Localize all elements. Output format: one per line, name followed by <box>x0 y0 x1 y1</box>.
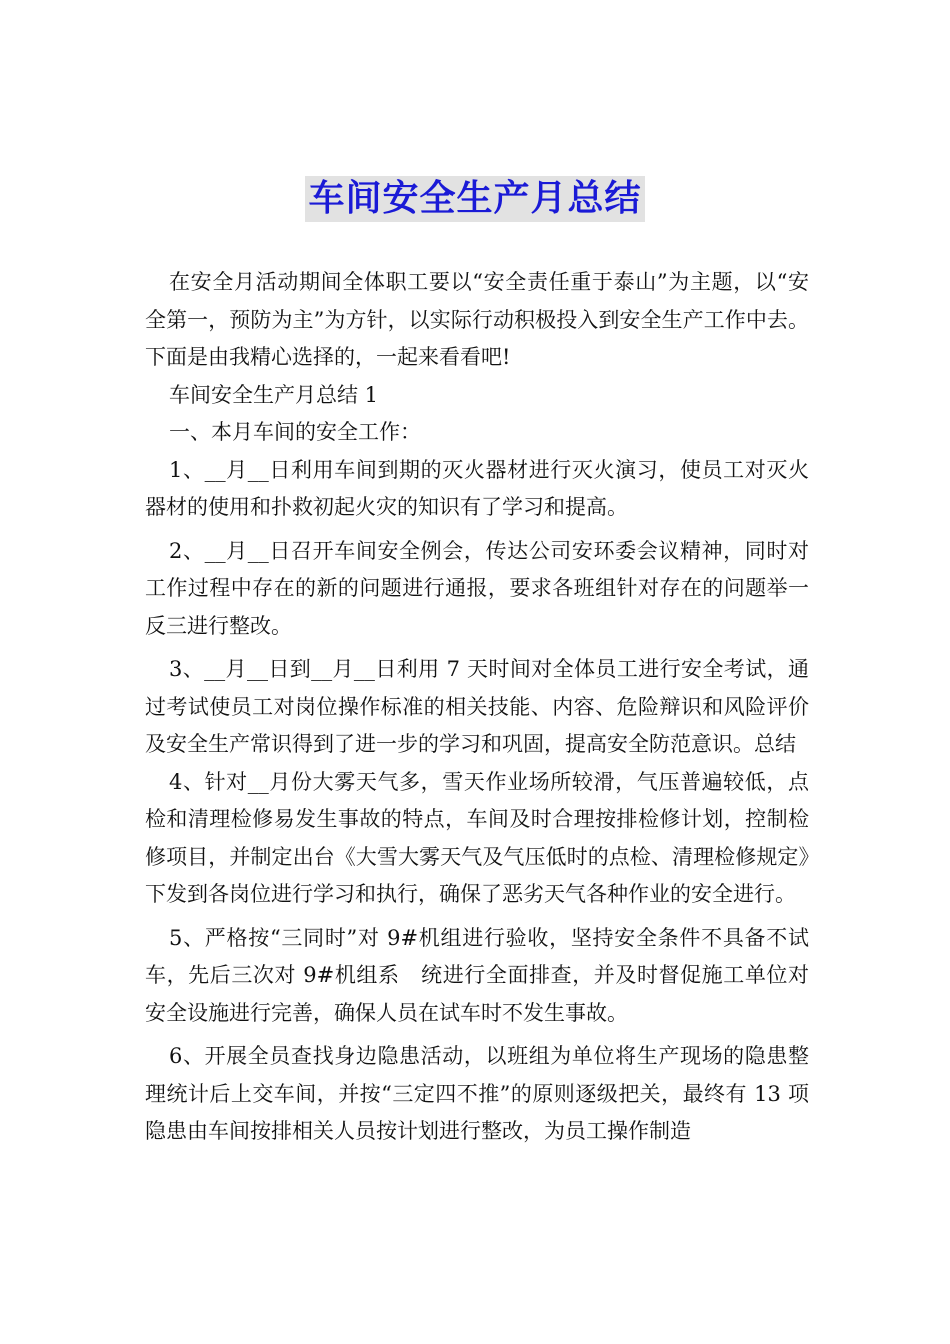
list-item-2: 2、__月__日召开车间安全例会，传达公司安环委会议精神，同时对工作过程中存在的新的问题进行通报，要求各班组针对存在的问题举一反三进行整改。 <box>145 538 809 638</box>
list-item-5: 5、严格按“三同时”对 9#机组进行验收，坚持安全条件不具备不试车，先后三次对 9#机组系 统进行全面排查，并及时督促施工单位对安全设施进行完善，确保人员在试车时不发生事故。 <box>145 925 809 1025</box>
document-body <box>145 264 809 1151</box>
title-container <box>0 176 950 222</box>
list-item-6: 6、开展全员查找身边隐患活动，以班组为单位将生产现场的隐患整理统计后上交车间，并按“三定四不推”的原则逐级把关，最终有 13 项隐患由车间按排相关人员按计划进行整改，为员工操作制造 <box>145 1044 809 1143</box>
section-heading: 车间安全生产月总结 1 <box>169 382 379 407</box>
list-item-3: 3、__月__日到__月__日利用 7 天时间对全体员工进行安全考试，通过考试使员工对岗位操作标准的相关技能、内容、危险辩识和风险评价及安全生产常识得到了进一步的学习和巩固，提高安全防范意识。总结 <box>145 657 809 756</box>
document-title: 车间安全生产月总结 <box>305 176 644 222</box>
list-item-4: 4、针对__月份大雾天气多，雪天作业场所较滑，气压普遍较低，点检和清理检修易发生事故的特点，车间及时合理按排检修计划，控制检修项目，并制定出台《大雪大雾天气及气压低时的点检、清理检修规定》下发到各岗位进行学习和执行，确保了恶劣天气各种作业的安全进行。 <box>145 769 809 906</box>
intro-paragraph: 在安全月活动期间全体职工要以“安全责任重于泰山”为主题，以“安全第一，预防为主”为方针，以实际行动积极投入到安全生产工作中去。下面是由我精心选择的，一起来看看吧! <box>145 270 809 369</box>
list-item-1: 1、__月__日利用车间到期的灭火器材进行灭火演习，使员工对灭火器材的使用和扑救初起火灾的知识有了学习和提高。 <box>145 457 809 519</box>
subsection-heading: 一、本月车间的安全工作： <box>169 420 421 444</box>
